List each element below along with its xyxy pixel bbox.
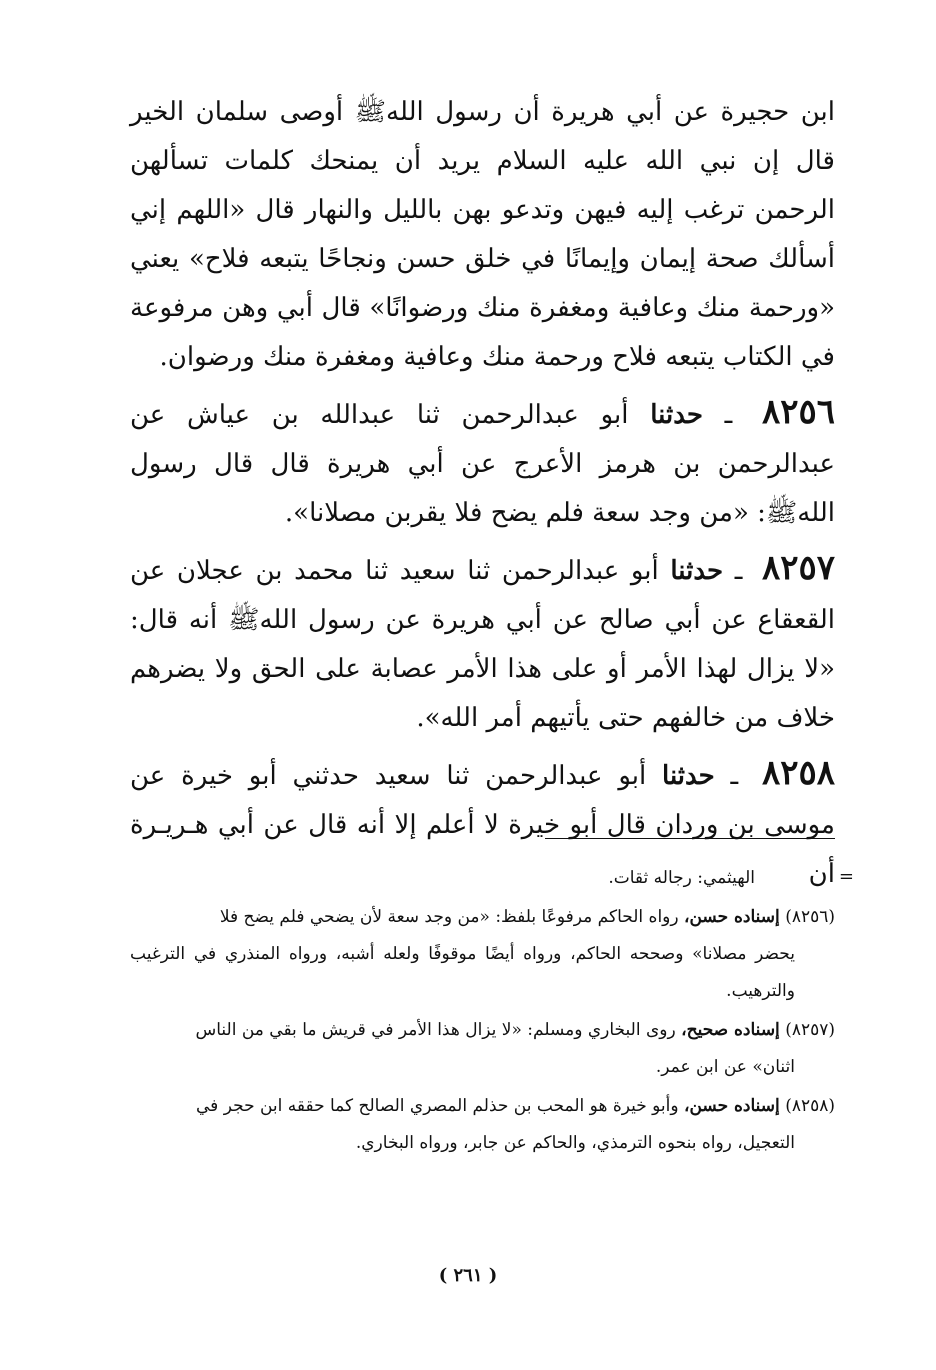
footnote-continuation: الهيثمي: رجاله ثقات. bbox=[608, 868, 755, 888]
footnotes bbox=[130, 860, 835, 1164]
footnote-ref: (٨٢٥٦) bbox=[785, 907, 835, 927]
hadith-dash: ـ bbox=[730, 761, 739, 791]
footnote-ref: (٨٢٥٨) bbox=[785, 1096, 835, 1116]
footnote-ref: (٨٢٥٧) bbox=[785, 1020, 835, 1040]
footnote-8256 bbox=[130, 899, 835, 1010]
footnote-text: روى البخاري ومسلم: «لا يزال هذا الأمر في قريش ما بقي من الناس bbox=[195, 1020, 676, 1040]
hadith-text: أبو عبدالرحمن ثنا عبدالله بن عياش عن عبدالرحمن بن هرمز الأعرج عن أبي هريرة قال قال رسول اللهﷺ: «من وجد سعة فلم يضح فلا يقربن مصلانا». bbox=[130, 400, 835, 528]
footnote-grade: إسناده حسن، bbox=[684, 907, 780, 927]
hadith-number: ٨٢٥٦ bbox=[761, 392, 836, 432]
hadith-number: ٨٢٥٧ bbox=[761, 548, 836, 588]
footnote-grade: إسناده صحيح، bbox=[681, 1020, 780, 1040]
hadith-8257 bbox=[130, 544, 835, 743]
hadith-number: ٨٢٥٨ bbox=[761, 753, 836, 793]
intro-paragraph: ابن حجيرة عن أبي هريرة أن رسول اللهﷺ أوصى سلمان الخير قال إن نبي الله عليه السلام يريد أن يمنحك كلمات تسألهن الرحمن ترغب إليه فيهن وتدعو بهن بالليل والنهار قال «اللهم إني أسألك صحة إيمان وإيمانًا في خلق حسن ونجاحًا يتبعه فلاح» يعني «ورحمة منك وعافية ومغفرة منك ورضوانًا» قال أبي وهن مرفوعة في الكتاب يتبعه فلاح ورحمة منك وعافية ومغفرة منك ورضوان. bbox=[130, 97, 835, 372]
hadith-dash: ـ bbox=[734, 556, 743, 586]
footnote-text-continued: اثنان» عن ابن عمر. bbox=[655, 1057, 795, 1077]
hadith-opening: حدثنا bbox=[650, 400, 703, 430]
footnote-text-continued: التعجيل، رواه بنحوه الترمذي، والحاكم عن جابر، ورواه البخاري. bbox=[355, 1133, 795, 1153]
continuation-mark: = bbox=[838, 866, 854, 887]
footnote-separator bbox=[545, 838, 835, 839]
main-text bbox=[130, 88, 835, 905]
hadith-opening: حدثنا bbox=[670, 556, 724, 586]
footnote-8258 bbox=[130, 1088, 835, 1162]
hadith-text: أبو عبدالرحمن ثنا سعيد حدثني أبو خيرة عن موسى بن وردان قال أبو خيرة لا أعلم إلا أنه قال عن أبي هـريـرة أن bbox=[130, 761, 835, 889]
hadith-text: أبو عبدالرحمن ثنا سعيد ثنا محمد بن عجلان عن القعقاع عن أبي صالح عن أبي هريرة عن رسول اللهﷺ أنه قال: «لا يزال لهذا الأمر أو على هذا الأمر عصابة على الحق ولا يضرهم خلاف من خالفهم حتى يأتيهم أمر الله». bbox=[130, 556, 835, 733]
footnote-text: وأبو خيرة هو المحب بن حذلم المصري الصالح كما حققه ابن حجر في bbox=[196, 1096, 679, 1116]
hadith-dash: ـ bbox=[724, 400, 733, 430]
footnote-text-continued: يحضر مصلانا» وصححه الحاكم، ورواه أيضًا موقوفًا ولعله أشبه، ورواه المنذري في الترغيب والترهيب. bbox=[130, 944, 795, 1001]
footnote-text: رواه الحاكم مرفوعًا بلفظ: «من وجد سعة لأن يضحي فلم يضح فلا bbox=[219, 907, 679, 927]
hadith-opening: حدثنا bbox=[662, 761, 715, 791]
footnote-8257 bbox=[130, 1012, 835, 1086]
footnote-grade: إسناده حسن، bbox=[684, 1096, 780, 1116]
page-number: ( ٢٦١ ) bbox=[438, 1265, 498, 1286]
hadith-8256 bbox=[130, 388, 835, 538]
